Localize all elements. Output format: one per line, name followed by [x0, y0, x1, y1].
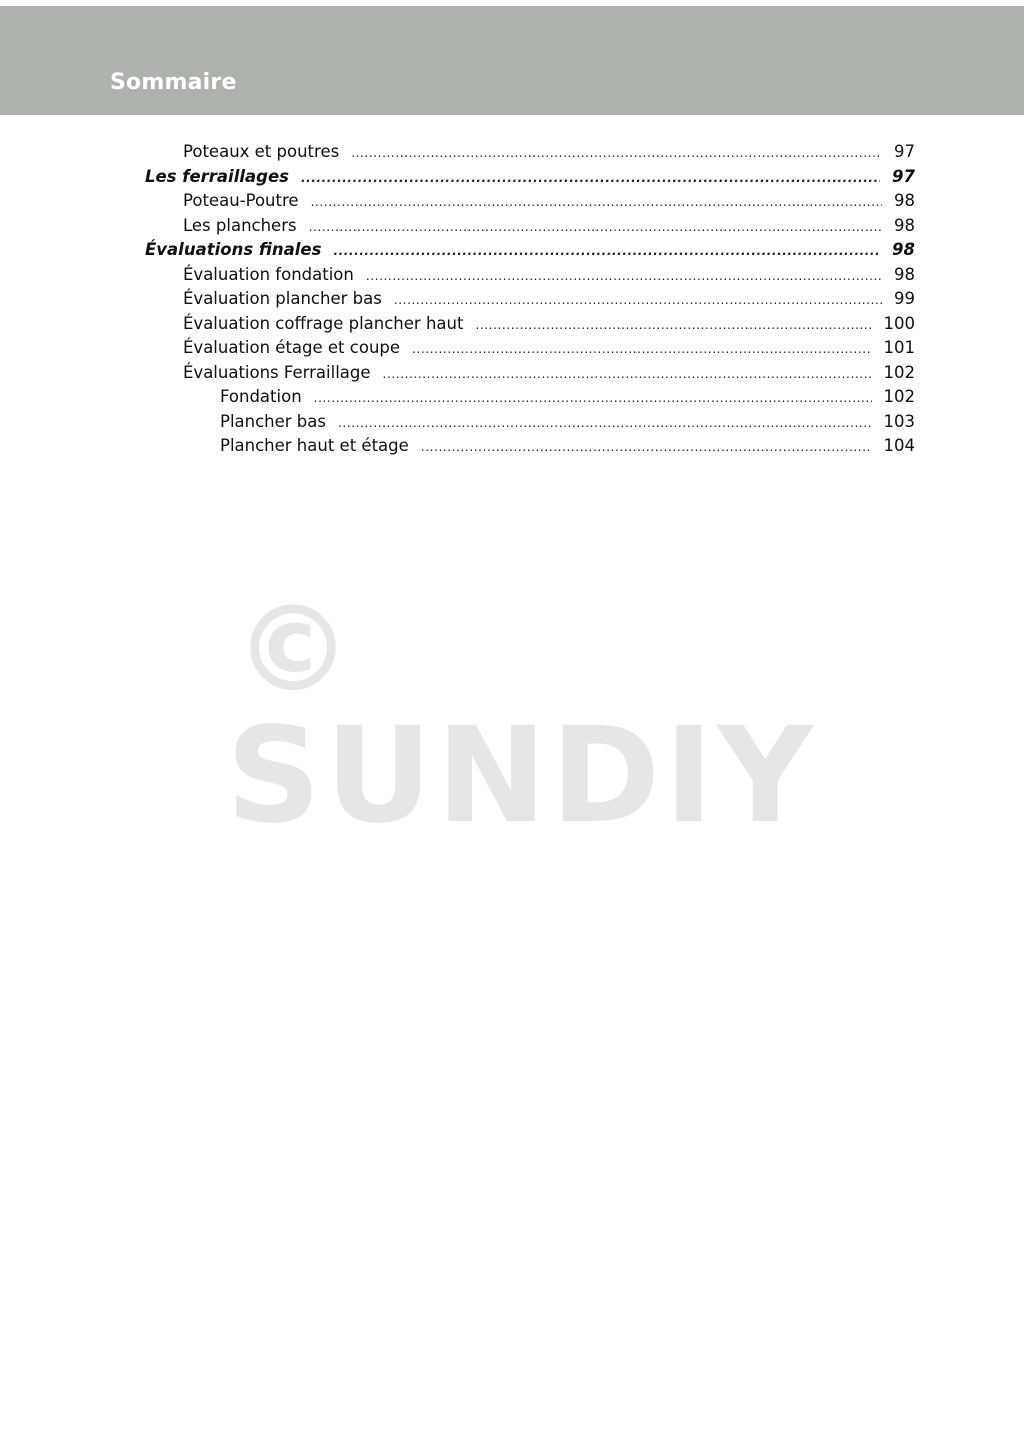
toc-entry[interactable]: [183, 214, 915, 238]
toc-entry-page: 101: [883, 338, 915, 357]
toc-entry[interactable]: [183, 140, 915, 164]
toc-entry[interactable]: [145, 238, 915, 262]
toc-entry-page: 98: [894, 264, 915, 284]
toc-entry-page: 98: [894, 215, 915, 235]
toc-leader-dots: [309, 215, 882, 239]
toc-leader-dots: [366, 264, 882, 288]
toc-entry-page: 98: [892, 240, 915, 259]
watermark: [220, 580, 840, 853]
toc-entry-label: Évaluations finales: [145, 240, 322, 259]
toc-entry-page: 100: [883, 313, 915, 333]
toc-entry-page: 98: [894, 191, 915, 210]
toc-entry[interactable]: [183, 287, 915, 311]
toc-entry-page: 104: [883, 436, 915, 455]
toc-entry-label: Évaluation étage et coupe: [183, 338, 401, 357]
toc-leader-dots: [314, 386, 872, 410]
toc-entry-page: 97: [892, 166, 915, 186]
toc-entry-label: Évaluation fondation: [183, 264, 354, 284]
toc-leader-dots: [338, 411, 872, 435]
toc-entry[interactable]: [183, 312, 915, 336]
page-title: Sommaire: [110, 70, 237, 95]
toc-leader-dots: [333, 239, 880, 263]
toc-entry-page: 102: [883, 362, 915, 382]
toc-entry[interactable]: [183, 263, 915, 287]
toc-entry[interactable]: [183, 189, 915, 213]
toc-leader-dots: [475, 313, 871, 337]
toc-entry-label: Poteau-Poutre: [183, 191, 299, 210]
toc-leader-dots: [394, 288, 882, 312]
toc-entry[interactable]: [183, 361, 915, 385]
toc-entry-page: 99: [894, 289, 915, 308]
toc-entry-page: 97: [894, 142, 915, 161]
toc-leader-dots: [301, 166, 880, 190]
toc-entry-label: Les planchers: [183, 215, 297, 235]
toc-entry-page: 102: [883, 387, 915, 406]
toc-entry-label: Plancher bas: [220, 411, 326, 431]
watermark-text: SUNDIY: [226, 699, 817, 853]
toc-entry-label: Évaluation coffrage plancher haut: [183, 313, 464, 333]
toc-entry-label: Évaluation plancher bas: [183, 289, 382, 308]
toc-leader-dots: [351, 141, 882, 165]
toc-entry[interactable]: [183, 336, 915, 360]
toc-entry-label: Les ferraillages: [145, 166, 289, 186]
toc-entry-label: Fondation: [220, 387, 302, 406]
toc-entry-label: Poteaux et poutres: [183, 142, 340, 161]
toc-entry[interactable]: [145, 165, 915, 189]
toc-entry-label: Plancher haut et étage: [220, 436, 409, 455]
toc-entry[interactable]: [220, 385, 915, 409]
toc-leader-dots: [421, 435, 872, 459]
toc-entry[interactable]: [220, 410, 915, 434]
toc-entry[interactable]: [220, 434, 915, 458]
toc-leader-dots: [311, 190, 882, 214]
header-band: [0, 6, 1024, 115]
toc-entry-page: 103: [883, 411, 915, 431]
toc-leader-dots: [412, 337, 871, 361]
toc-leader-dots: [383, 362, 872, 386]
copyright-icon: ©: [234, 580, 352, 718]
toc-entry-label: Évaluations Ferraillage: [183, 362, 371, 382]
